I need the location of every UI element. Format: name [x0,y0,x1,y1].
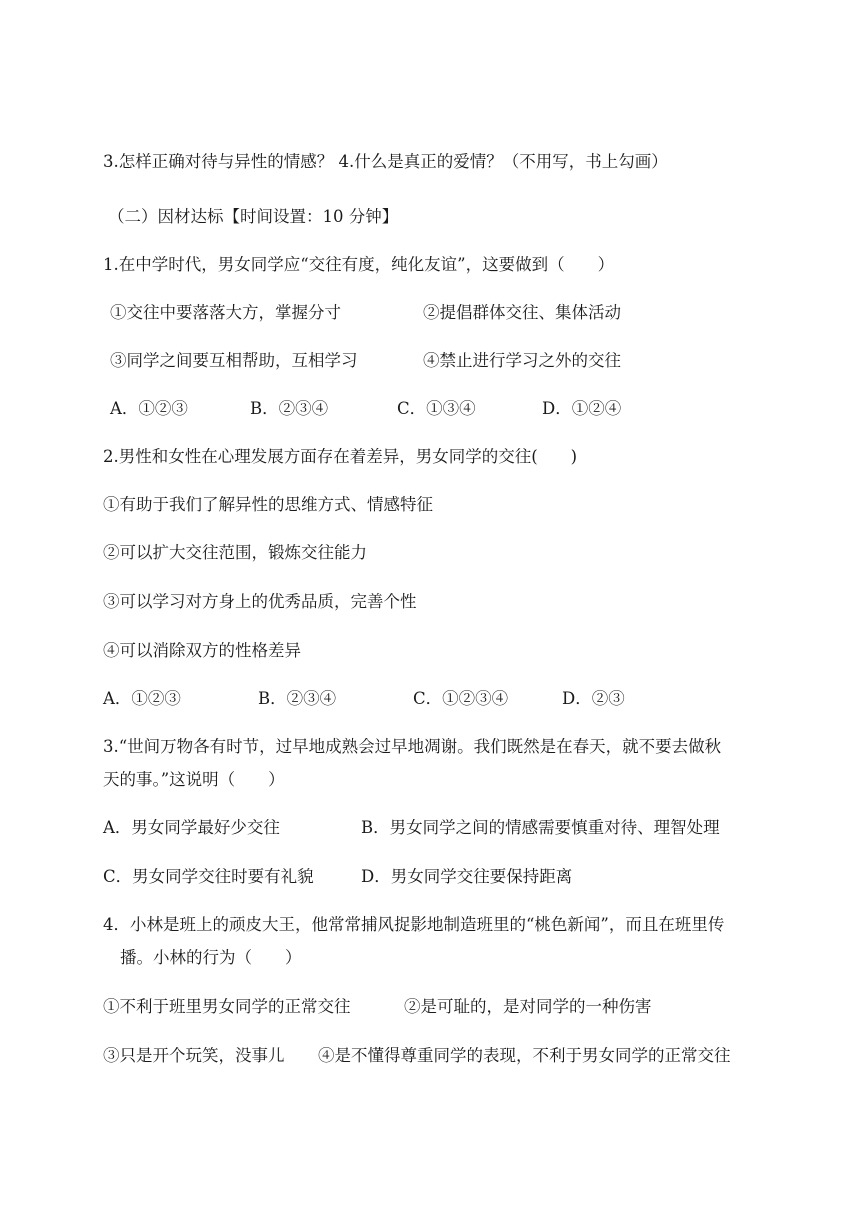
q2-option-c: C．①②③④ [413,689,509,708]
q1-statement-1: ①交往中要落落大方，掌握分寸 [110,303,341,322]
q3-option-b: B．男女同学之间的情感需要慎重对待、理智处理 [361,818,720,837]
q2-statement-2: ②可以扩大交往范围，锻炼交往能力 [103,543,367,562]
q1-statement-4: ④禁止进行学习之外的交往 [423,351,621,370]
q1-option-a: A．①②③ [110,399,188,418]
q4-statement-3: ③只是开个玩笑，没事儿 [103,1046,285,1065]
q2-option-d: D．②③ [562,689,625,708]
q2-option-b: B．②③④ [258,689,337,708]
q2-stem: 2.男性和女性在心理发展方面存在着差异，男女同学的交往( ) [103,447,578,466]
q3-stem-line-2: 天的事。”这说明（ ） [103,770,285,789]
q4-statement-1: ①不利于班里男女同学的正常交往 [103,997,351,1016]
q1-statement-2: ②提倡群体交往、集体活动 [423,303,621,322]
q1-option-b: B．②③④ [250,399,329,418]
q3-option-a: A．男女同学最好少交往 [103,818,280,837]
q4-stem-line-1: 4．小林是班上的顽皮大王，他常常捕风捉影地制造班里的“桃色新闻”，而且在班里传 [103,915,725,934]
q4-statement-4: ④是不懂得尊重同学的表现，不利于男女同学的正常交往 [318,1046,731,1065]
section-title: （二）因材达标【时间设置：10 分钟】 [108,207,399,226]
q4-stem-line-2: 播。小林的行为（ ） [120,948,302,967]
q2-statement-1: ①有助于我们了解异性的思维方式、情感特征 [103,495,433,514]
q3-option-d: D．男女同学交往要保持距离 [361,867,573,886]
q1-option-d: D．①②④ [542,399,622,418]
q3-stem-line-1: 3.“世间万物各有时节，过早地成熟会过早地凋谢。我们既然是在春天，就不要去做秋 [103,737,722,756]
q4-statement-2: ②是可耻的，是对同学的一种伤害 [404,997,652,1016]
q3-option-c: C．男女同学交往时要有礼貌 [103,867,314,886]
q1-statement-3: ③同学之间要互相帮助，互相学习 [110,351,358,370]
q1-stem: 1.在中学时代，男女同学应“交往有度，纯化友谊”，这要做到（ ） [103,255,615,274]
q2-statement-4: ④可以消除双方的性格差异 [103,641,301,660]
q3-header-text: 3.怎样正确对待与异性的情感？ 4.什么是真正的爱情？（不用写，书上勾画） [103,152,668,171]
q2-option-a: A．①②③ [103,689,181,708]
q2-statement-3: ③可以学习对方身上的优秀品质，完善个性 [103,592,417,611]
q1-option-c: C．①③④ [397,399,476,418]
